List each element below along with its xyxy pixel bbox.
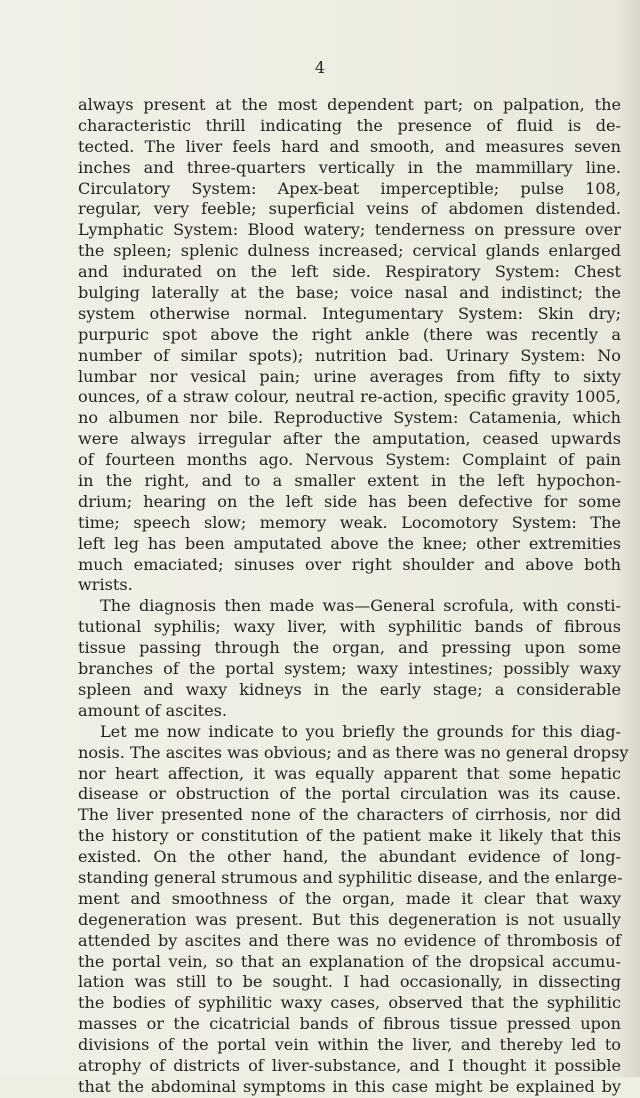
text-line: the history or constitution of the patient make it likely that this — [78, 826, 621, 846]
text-line: inches and three-quarters vertically in the mammillary line. — [78, 157, 621, 177]
text-line: wrists. — [78, 575, 133, 595]
text-line: tissue passing through the organ, and pressing upon some — [78, 638, 621, 658]
text-line: the bodies of syphilitic waxy cases, observed that the syphilitic — [78, 993, 621, 1013]
text-line: the spleen; splenic dulness increased; cervical glands enlarged — [78, 241, 621, 261]
text-line: and indurated on the left side. Respiratory System: Chest — [78, 262, 621, 282]
text-line: lation was still to be sought. I had occasionally, in dissecting — [78, 972, 621, 992]
text-line: branches of the portal system; waxy intestines; possibly waxy — [78, 659, 621, 679]
text-line: tutional syphilis; waxy liver, with syphilitic bands of fibrous — [78, 617, 621, 637]
text-line: lumbar nor vesical pain; urine averages from fifty to sixty — [78, 366, 621, 386]
text-line: The liver presented none of the characters of cirrhosis, nor did — [78, 805, 621, 825]
text-line: ounces, of a straw colour, neutral re-action, specific gravity 1005, — [78, 387, 621, 407]
text-line: nor heart affection, it was equally apparent that some hepatic — [78, 763, 621, 783]
text-line: nosis. The ascites was obvious; and as there was no general dropsy — [78, 742, 629, 762]
text-line: always present at the most dependent part; on palpation, the — [78, 95, 621, 114]
body-text — [78, 95, 629, 1098]
text-line: characteristic thrill indicating the presence of fluid is de- — [78, 115, 621, 135]
text-line: no albumen nor bile. Reproductive System: Catamenia, which — [78, 408, 621, 428]
text-line: The diagnosis then made was—General scrofula, with consti- — [100, 596, 621, 616]
text-line: number of similar spots); nutrition bad. Urinary System: No — [78, 345, 621, 365]
text-line: Let me now indicate to you briefly the grounds for this diag- — [100, 721, 621, 741]
text-line: Lymphatic System: Blood watery; tenderness on pressure over — [78, 220, 621, 240]
text-line: ment and smoothness of the organ, made it clear that waxy — [78, 888, 621, 908]
page-number: 4 — [314, 58, 326, 77]
text-line: time; speech slow; memory weak. Locomotory System: The — [78, 512, 621, 532]
text-line: purpuric spot above the right ankle (there was recently a — [78, 324, 621, 344]
text-line: in the right, and to a smaller extent in the left hypochon- — [78, 471, 621, 491]
text-line: drium; hearing on the left side has been defective for some — [78, 491, 621, 511]
text-line: disease or obstruction of the portal circulation was its cause. — [78, 784, 621, 804]
text-line: spleen and waxy kidneys in the early stage; a considerable — [78, 679, 621, 699]
text-line: bulging laterally at the base; voice nasal and indistinct; the — [78, 283, 621, 303]
text-line: masses or the cicatricial bands of fibrous tissue pressed upon — [78, 1014, 621, 1034]
text-line: tected. The liver feels hard and smooth, and measures seven — [78, 136, 621, 156]
text-line: were always irregular after the amputation, ceased upwards — [78, 429, 621, 449]
text-line: the portal vein, so that an explanation of the dropsical accumu- — [78, 951, 621, 971]
text-line: regular, very feeble; superficial veins of abdomen distended. — [78, 199, 621, 219]
text-line: left leg has been amputated above the knee; other extremities — [78, 533, 621, 553]
text-line: Circulatory System: Apex-beat imperceptible; pulse 108, — [78, 178, 621, 198]
text-line: atrophy of districts of liver-substance, and I thought it possible — [78, 1055, 621, 1075]
text-line: existed. On the other hand, the abundant evidence of long- — [78, 847, 621, 867]
text-line: divisions of the portal vein within the liver, and thereby led to — [78, 1035, 621, 1055]
text-line: standing general strumous and syphilitic disease, and the enlarge- — [78, 867, 623, 887]
text-line: that the abdominal symptoms in this case might be explained by — [78, 1076, 621, 1096]
text-line: system otherwise normal. Integumentary System: Skin dry; — [78, 303, 621, 323]
text-line: degeneration was present. But this degeneration is not usually — [78, 909, 621, 929]
text-line: of fourteen months ago. Nervous System: Complaint of pain — [78, 450, 621, 470]
text-line: amount of ascites. — [78, 700, 228, 720]
text-line: much emaciated; sinuses over right shoulder and above both — [78, 554, 621, 574]
text-line: attended by ascites and there was no evidence of thrombosis of — [78, 930, 621, 950]
